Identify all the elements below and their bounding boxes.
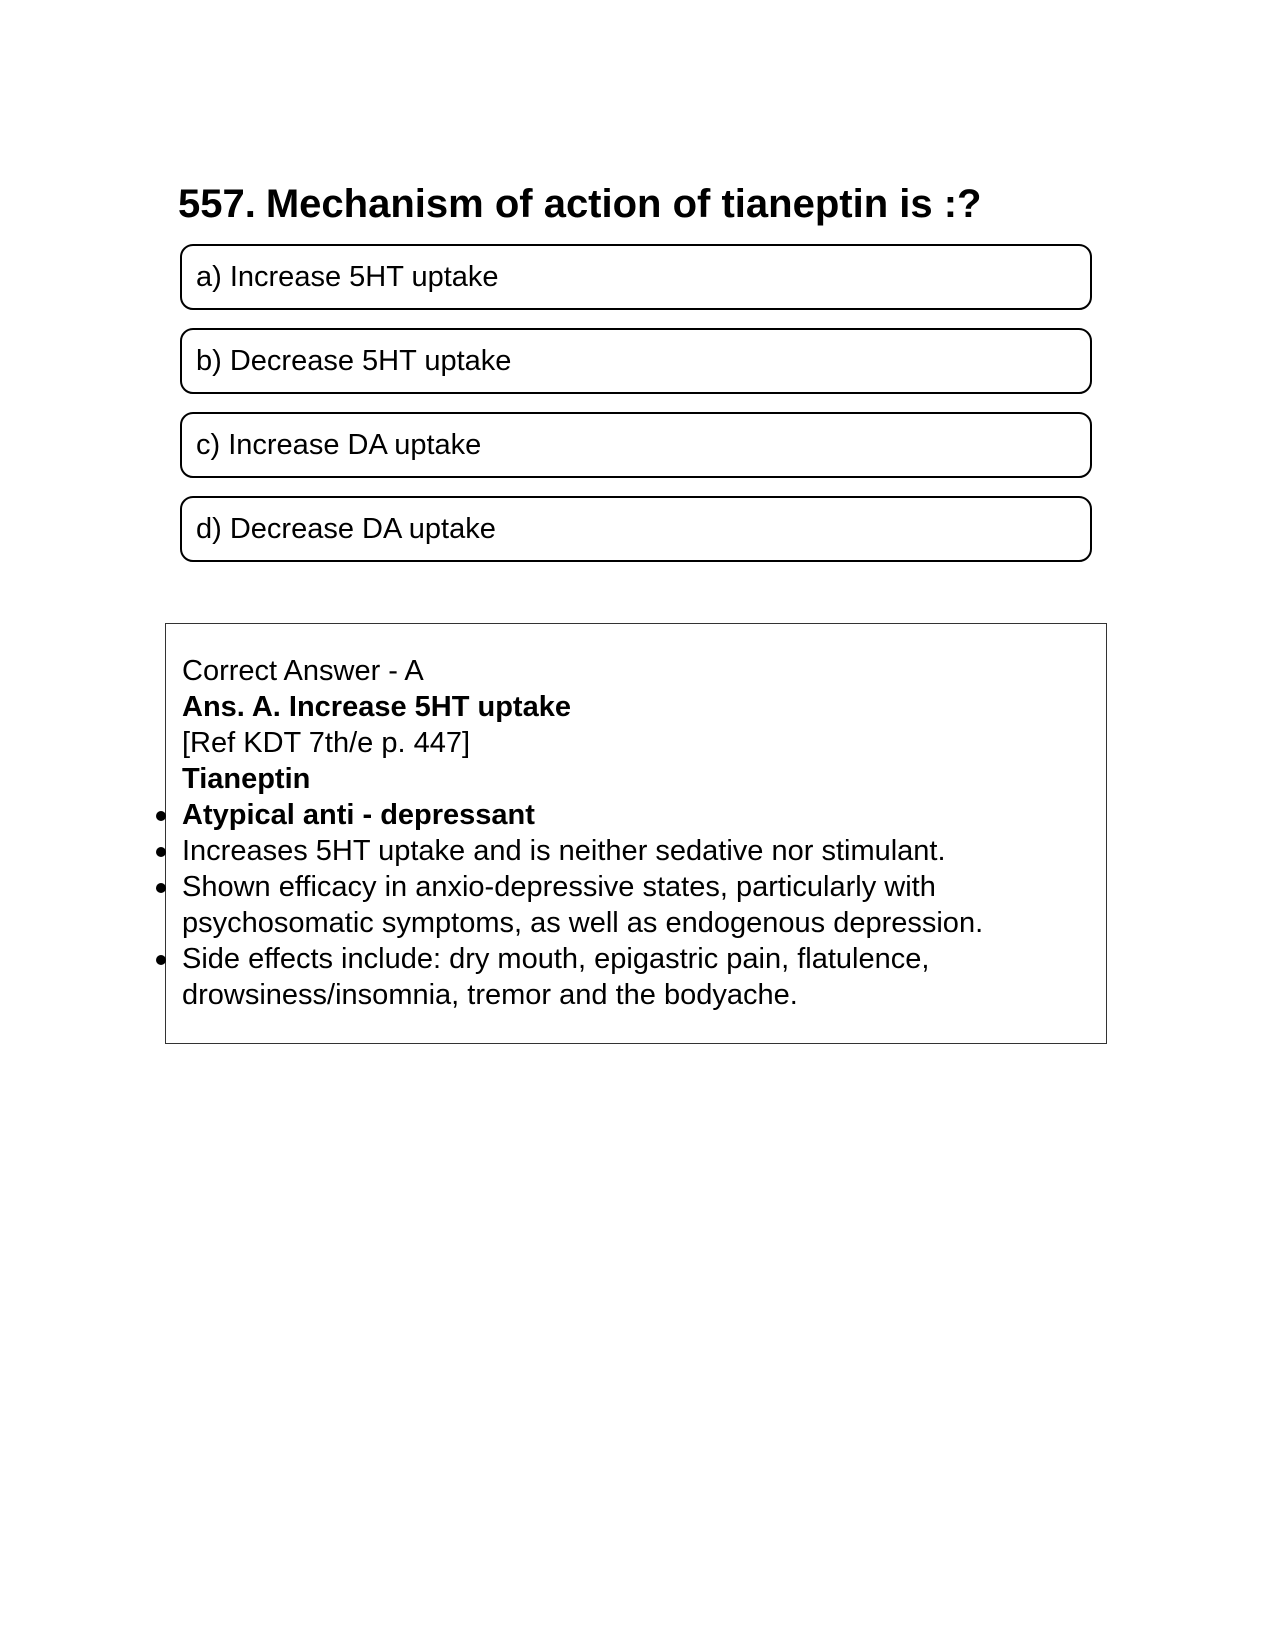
option-a[interactable]: a) Increase 5HT uptake — [180, 244, 1092, 310]
explanation-list — [182, 797, 1082, 1013]
correct-answer-text: Correct Answer - A — [182, 655, 424, 687]
list-item: Atypical anti - depressant — [182, 797, 1082, 833]
list-item: Side effects include: dry mouth, epigastric pain, flatulence, drowsiness/insomnia, tremor and the bodyache. — [182, 941, 1082, 1013]
question-number: 557. — [178, 182, 256, 226]
option-b[interactable]: b) Decrease 5HT uptake — [180, 328, 1092, 394]
option-d[interactable]: d) Decrease DA uptake — [180, 496, 1092, 562]
question-title — [178, 176, 981, 232]
question-text: Mechanism of action of tianeptin is :? — [265, 182, 982, 226]
list-item: Shown efficacy in anxio-depressive states, particularly with psychosomatic symptoms, as well as endogenous depression. — [182, 869, 1082, 941]
answer-line: Ans. A. Increase 5HT uptake — [182, 691, 571, 723]
answer-explanation — [182, 653, 1082, 1013]
option-c[interactable]: c) Increase DA uptake — [180, 412, 1092, 478]
reference-text: [Ref KDT 7th/e p. 447] — [182, 727, 471, 759]
drug-heading: Tianeptin — [182, 763, 311, 795]
list-item: Increases 5HT uptake and is neither sedative nor stimulant. — [182, 833, 1082, 869]
